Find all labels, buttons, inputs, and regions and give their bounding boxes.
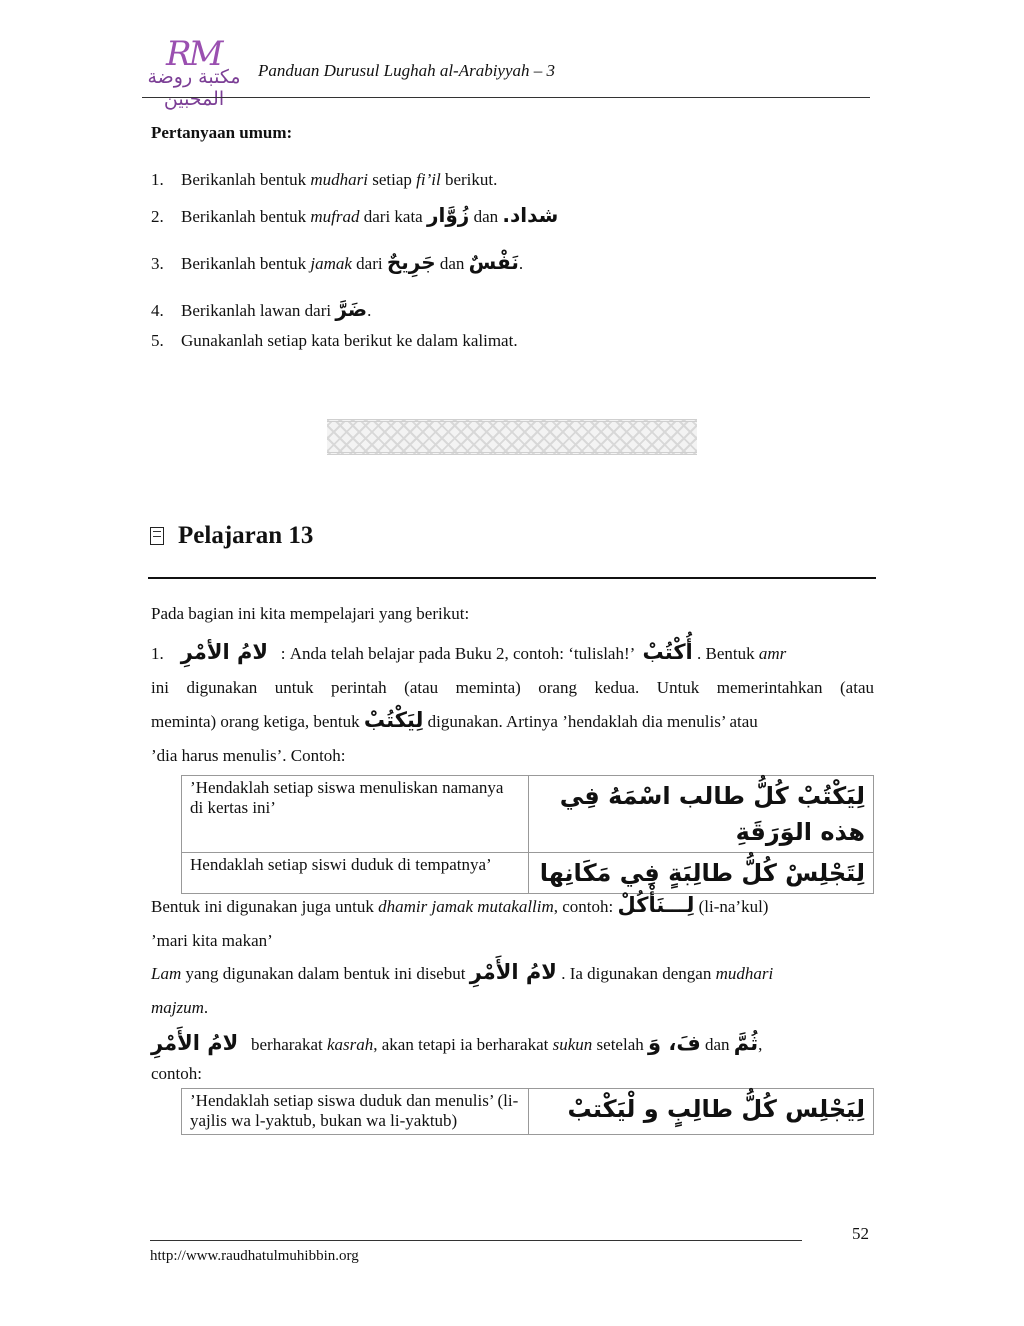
arabic-cell: لِيَجْلِس كُلُّ طالِبٍ و لْيَكْتبْ — [529, 1089, 874, 1135]
questions-heading: Pertanyaan umum: — [151, 123, 293, 142]
footer-url: http://www.raudhatulmuhibbin.org — [150, 1248, 359, 1264]
footer-divider — [150, 1240, 802, 1241]
arabic-word: جَرِيحٌ — [386, 250, 436, 274]
arabic-term: فَ، وَ — [648, 1031, 701, 1055]
arabic-word: شداد. — [502, 203, 559, 227]
arabic-term: ثُمَّ — [733, 1031, 759, 1055]
arabic-term: لِيَكْتُبْ — [363, 708, 424, 732]
header-divider — [142, 97, 870, 98]
question-item-4: 4. Berikanlah lawan dari ضَرَّ. — [151, 297, 372, 321]
logo — [138, 34, 250, 110]
title-divider — [148, 577, 876, 579]
question-item-2: 2. Berikanlah bentuk mufrad dari kata زُوَّار dan شداد. — [151, 203, 559, 227]
header-title: Panduan Durusul Lughah al-Arabiyyah – 3 — [258, 61, 556, 80]
logo-monogram: RM — [166, 34, 221, 74]
arabic-term: لامُ الأمْرِ — [180, 640, 268, 664]
lesson-title: Pelajaran 13 — [150, 522, 313, 550]
arabic-word: نَفْسٌ — [468, 250, 519, 274]
arabic-word: زُوَّار — [426, 203, 470, 227]
arabic-word: ضَرَّ — [335, 297, 368, 321]
document-icon — [150, 527, 164, 545]
question-item-1: 1. Berikanlah bentuk mudhari setiap fi’il berikut. — [151, 170, 498, 189]
example-table-1 — [181, 775, 874, 894]
lesson-intro: Pada bagian ini kita mempelajari yang berikut: — [151, 604, 470, 623]
logo-arabic-text: مكتبة روضة المحبين — [147, 66, 241, 110]
question-item-5: 5. Gunakanlah setiap kata berikut ke dalam kalimat. — [151, 331, 518, 350]
translation-cell: ’Hendaklah setiap siswa menuliskan namanya di kertas ini’ — [182, 776, 529, 853]
arabic-term: أُكْتُبْ — [642, 640, 693, 664]
example-table-2 — [181, 1088, 874, 1135]
table-row — [182, 853, 874, 894]
arabic-cell: لِتَجْلِسْ كُلُّ طالِبَةٍ فِي مَكَانِها — [529, 853, 874, 894]
table-row — [182, 776, 874, 853]
table-row — [182, 1089, 874, 1135]
arabic-term: لامُ الأَمْرِ — [151, 1031, 239, 1055]
arabic-cell: لِيَكْتُبْ كُلُّ طالب اسْمَهُ فِي هذه الوَرَقَةِ — [529, 776, 874, 853]
page-number: 52 — [852, 1224, 869, 1243]
question-item-3: 3. Berikanlah bentuk jamak dari جَرِيحٌ dan نَفْسٌ. — [151, 250, 524, 274]
arabic-term: لامُ الأَمْرِ — [469, 960, 557, 984]
paragraph-4: لامُ الأَمْرِ berharakat kasrah, akan tetapi ia berharakat sukun setelah فَ، وَ dan ثُمَّ, contoh: — [151, 1031, 763, 1083]
paragraph-2: Bentuk ini digunakan juga untuk dhamir jamak mutakallim, contoh: لِـــنَأْكُلْ (li-na’kul) ’mari kita makan’ — [151, 893, 769, 950]
decorative-divider — [327, 419, 697, 455]
translation-cell: ’Hendaklah setiap siswa duduk dan menulis’ (li-yajlis wa l-yaktub, bukan wa li-yaktub) — [182, 1089, 529, 1135]
translation-cell: Hendaklah setiap siswi duduk di tempatnya’ — [182, 853, 529, 894]
arabic-term: لِـــنَأْكُلْ — [617, 893, 695, 917]
paragraph-1: 1. لامُ الأمْرِ : Anda telah belajar pada Buku 2, contoh: ‘tulislah!’ أُكْتُبْ . Bentuk amr ini digunakan untuk perintah (atau meminta) orang kedua. Untuk memerintahkan (atau meminta) orang ketiga, bentuk لِيَكْتُبْ digunakan. Artinya ’hendaklah dia menulis’ atau ’dia harus menulis’. Contoh: — [151, 640, 874, 765]
paragraph-3: Lam yang digunakan dalam bentuk ini disebut لامُ الأَمْرِ . Ia digunakan dengan mudhari majzum. — [151, 960, 774, 1017]
